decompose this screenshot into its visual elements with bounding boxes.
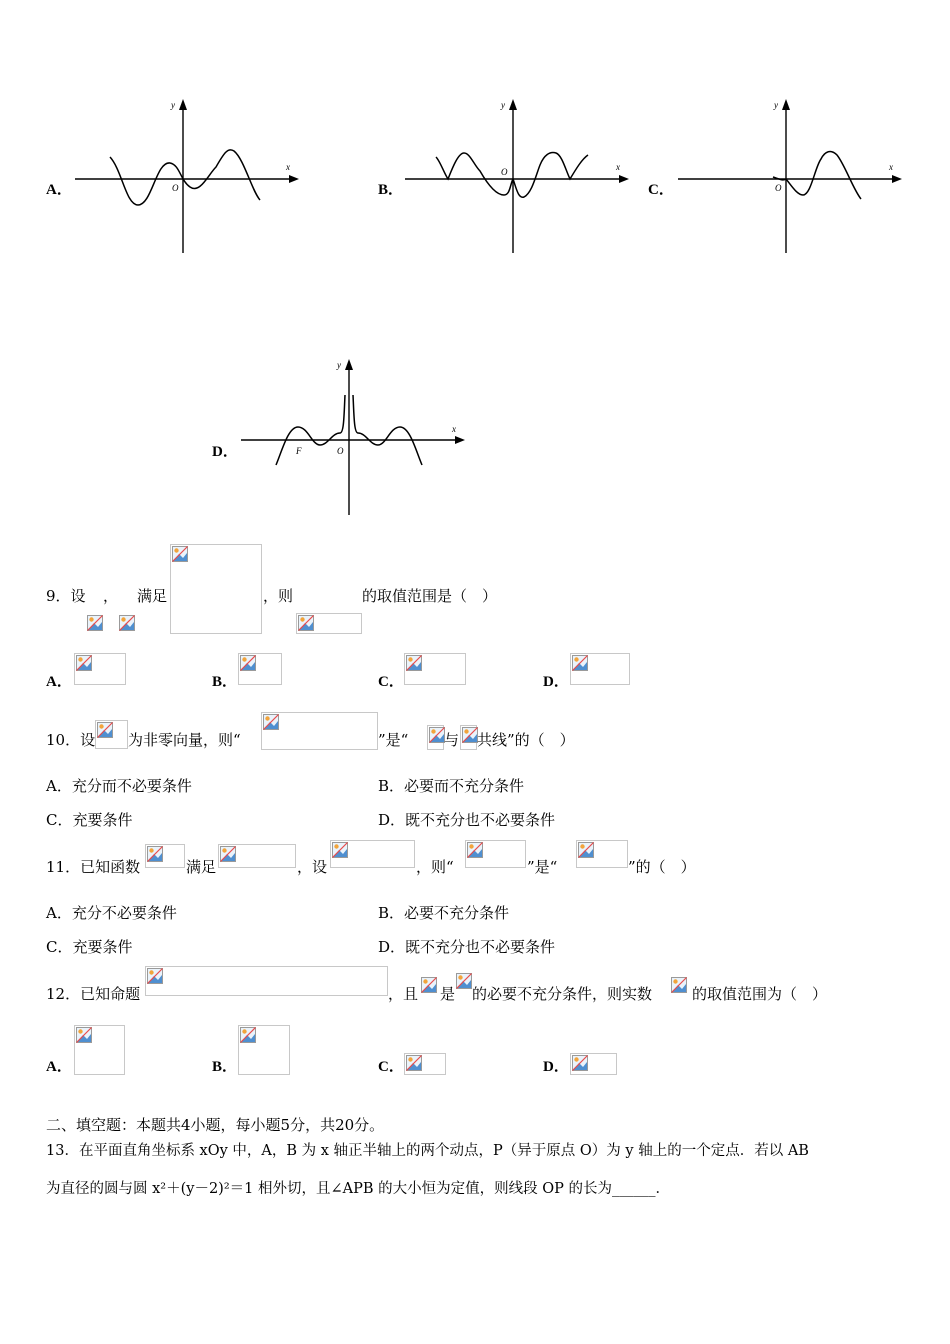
graph-b-label: B．	[378, 182, 404, 198]
q9-option-a-image	[74, 653, 126, 685]
section2-heading: 二、填空题：本题共4小题，每小题5分，共20分。	[46, 1116, 385, 1134]
q9-number: 9．设	[46, 587, 86, 605]
q9-then: ，则	[263, 587, 294, 605]
q10-option-a: A．充分而不必要条件	[46, 777, 192, 795]
broken-image-icon	[119, 615, 135, 631]
q12-option-c: C．	[378, 1059, 404, 1075]
q9-option-c: C．	[378, 674, 404, 690]
q11-text3: ，则“	[416, 858, 454, 876]
broken-image-icon	[147, 846, 163, 862]
q12-text1: ，且	[388, 985, 419, 1003]
q10-option-d: D．既不充分也不必要条件	[378, 811, 556, 829]
q10-option-b: B．必要而不充分条件	[378, 777, 525, 795]
graph-a-x-label: x	[286, 162, 290, 172]
q10-number: 10．设	[46, 731, 96, 749]
broken-image-icon	[87, 615, 103, 631]
q12-option-d-image	[570, 1053, 617, 1075]
broken-image-icon	[671, 977, 687, 993]
q9-condition-image	[170, 544, 262, 634]
graph-d-origin: O	[337, 446, 344, 456]
q10-vectors-image	[95, 720, 128, 749]
q11-option-a: A．充分不必要条件	[46, 904, 177, 922]
broken-image-icon	[462, 727, 478, 743]
broken-image-icon	[578, 842, 594, 858]
graph-a-y-label: y	[171, 100, 175, 110]
q10-vec-b-image	[460, 725, 477, 750]
graph-d-label: D．	[212, 444, 238, 460]
q11-q-image	[576, 840, 628, 868]
q9-tail: 的取值范围是（ ）	[362, 587, 498, 605]
q9-comma: ，	[103, 587, 119, 605]
q12-option-a: A．	[46, 1059, 72, 1075]
q10-text1: 为非零向量，则“	[128, 731, 241, 749]
broken-image-icon	[220, 846, 236, 862]
q12-option-a-image	[74, 1025, 125, 1075]
graph-c-y-label: y	[774, 100, 778, 110]
broken-image-icon	[572, 1055, 588, 1071]
graph-a-origin: O	[172, 183, 179, 193]
q10-text4: 共线”的（ ）	[477, 731, 575, 749]
q12-option-b: B．	[212, 1059, 238, 1075]
q9-option-b: B．	[212, 674, 238, 690]
broken-image-icon	[421, 977, 437, 993]
q9-option-b-image	[238, 653, 282, 685]
graph-c-x-label: x	[889, 162, 893, 172]
graph-b-x-label: x	[616, 162, 620, 172]
graph-c-origin: O	[775, 183, 782, 193]
broken-image-icon	[240, 1027, 256, 1043]
broken-image-icon	[406, 655, 422, 671]
q11-function-image	[145, 844, 185, 868]
q10-text3: 与	[444, 731, 460, 749]
q9-satisfy: 满足	[137, 587, 168, 605]
q13-line1: 13．在平面直角坐标系 xOy 中，A，B 为 x 轴正半轴上的两个动点，P（异于原点 O）为 y 轴上的一个定点．若以 AB	[46, 1143, 809, 1159]
q11-option-c: C．充要条件	[46, 938, 133, 956]
q11-text5: ”的（ ）	[628, 858, 696, 876]
graph-d-y-label: y	[337, 360, 341, 370]
q11-p-image	[465, 840, 526, 868]
q10-condition-image	[261, 712, 378, 750]
q12-text4: 的取值范围为（ ）	[692, 985, 828, 1003]
q12-text2: 是	[440, 985, 456, 1003]
q9-expr-image	[296, 613, 362, 634]
broken-image-icon	[172, 546, 188, 562]
q9-option-c-image	[404, 653, 466, 685]
q12-option-c-image	[404, 1053, 446, 1075]
broken-image-icon	[263, 714, 279, 730]
broken-image-icon	[298, 615, 314, 631]
q11-text1: 满足	[186, 858, 217, 876]
q9-var2-image	[118, 614, 138, 634]
q12-proposition-image	[145, 966, 388, 996]
q9-option-d-image	[570, 653, 630, 685]
broken-image-icon	[97, 722, 113, 738]
broken-image-icon	[76, 655, 92, 671]
q11-text2: ，设	[297, 858, 328, 876]
broken-image-icon	[406, 1055, 422, 1071]
q12-number: 12．已知命题	[46, 985, 141, 1003]
q10-vec-a-image	[427, 725, 444, 750]
q12-text3: 的必要不充分条件，则实数	[472, 985, 653, 1003]
q11-option-b: B．必要不充分条件	[378, 904, 510, 922]
broken-image-icon	[456, 973, 472, 989]
q12-p-image	[420, 976, 440, 996]
q13-line2: 为直径的圆与圆 x²＋(y－2)²＝1 相外切，且∠APB 的大小恒为定值，则线段 OP 的长为______．	[46, 1181, 670, 1197]
graph-d-x-label: x	[452, 424, 456, 434]
q11-condition-image	[218, 844, 296, 868]
broken-image-icon	[572, 655, 588, 671]
graph-a-label: A．	[46, 182, 72, 198]
broken-image-icon	[147, 968, 163, 984]
graph-b-origin: O	[501, 167, 508, 177]
q12-option-d: D．	[543, 1059, 569, 1075]
q9-option-a: A．	[46, 674, 72, 690]
q11-definition-image	[330, 840, 415, 868]
q12-q-image	[455, 972, 473, 996]
q11-text4: ”是“	[527, 858, 558, 876]
broken-image-icon	[332, 842, 348, 858]
graph-c-plot	[673, 95, 908, 260]
broken-image-icon	[76, 1027, 92, 1043]
q11-option-d: D．既不充分也不必要条件	[378, 938, 556, 956]
graph-c-label: C．	[648, 182, 674, 198]
graph-d-plot	[236, 355, 471, 520]
graph-b-y-label: y	[501, 100, 505, 110]
q11-number: 11．已知函数	[46, 858, 141, 876]
q10-text2: ”是“	[378, 731, 409, 749]
q9-option-d: D．	[543, 674, 569, 690]
broken-image-icon	[240, 655, 256, 671]
graph-a-plot	[70, 95, 305, 260]
q12-option-b-image	[238, 1025, 290, 1075]
broken-image-icon	[467, 842, 483, 858]
graph-b-plot	[400, 95, 635, 260]
q9-var1-image	[86, 614, 106, 634]
broken-image-icon	[429, 727, 445, 743]
graph-d-f-label: F	[296, 446, 302, 456]
q12-m-image	[670, 976, 690, 996]
q10-option-c: C．充要条件	[46, 811, 133, 829]
